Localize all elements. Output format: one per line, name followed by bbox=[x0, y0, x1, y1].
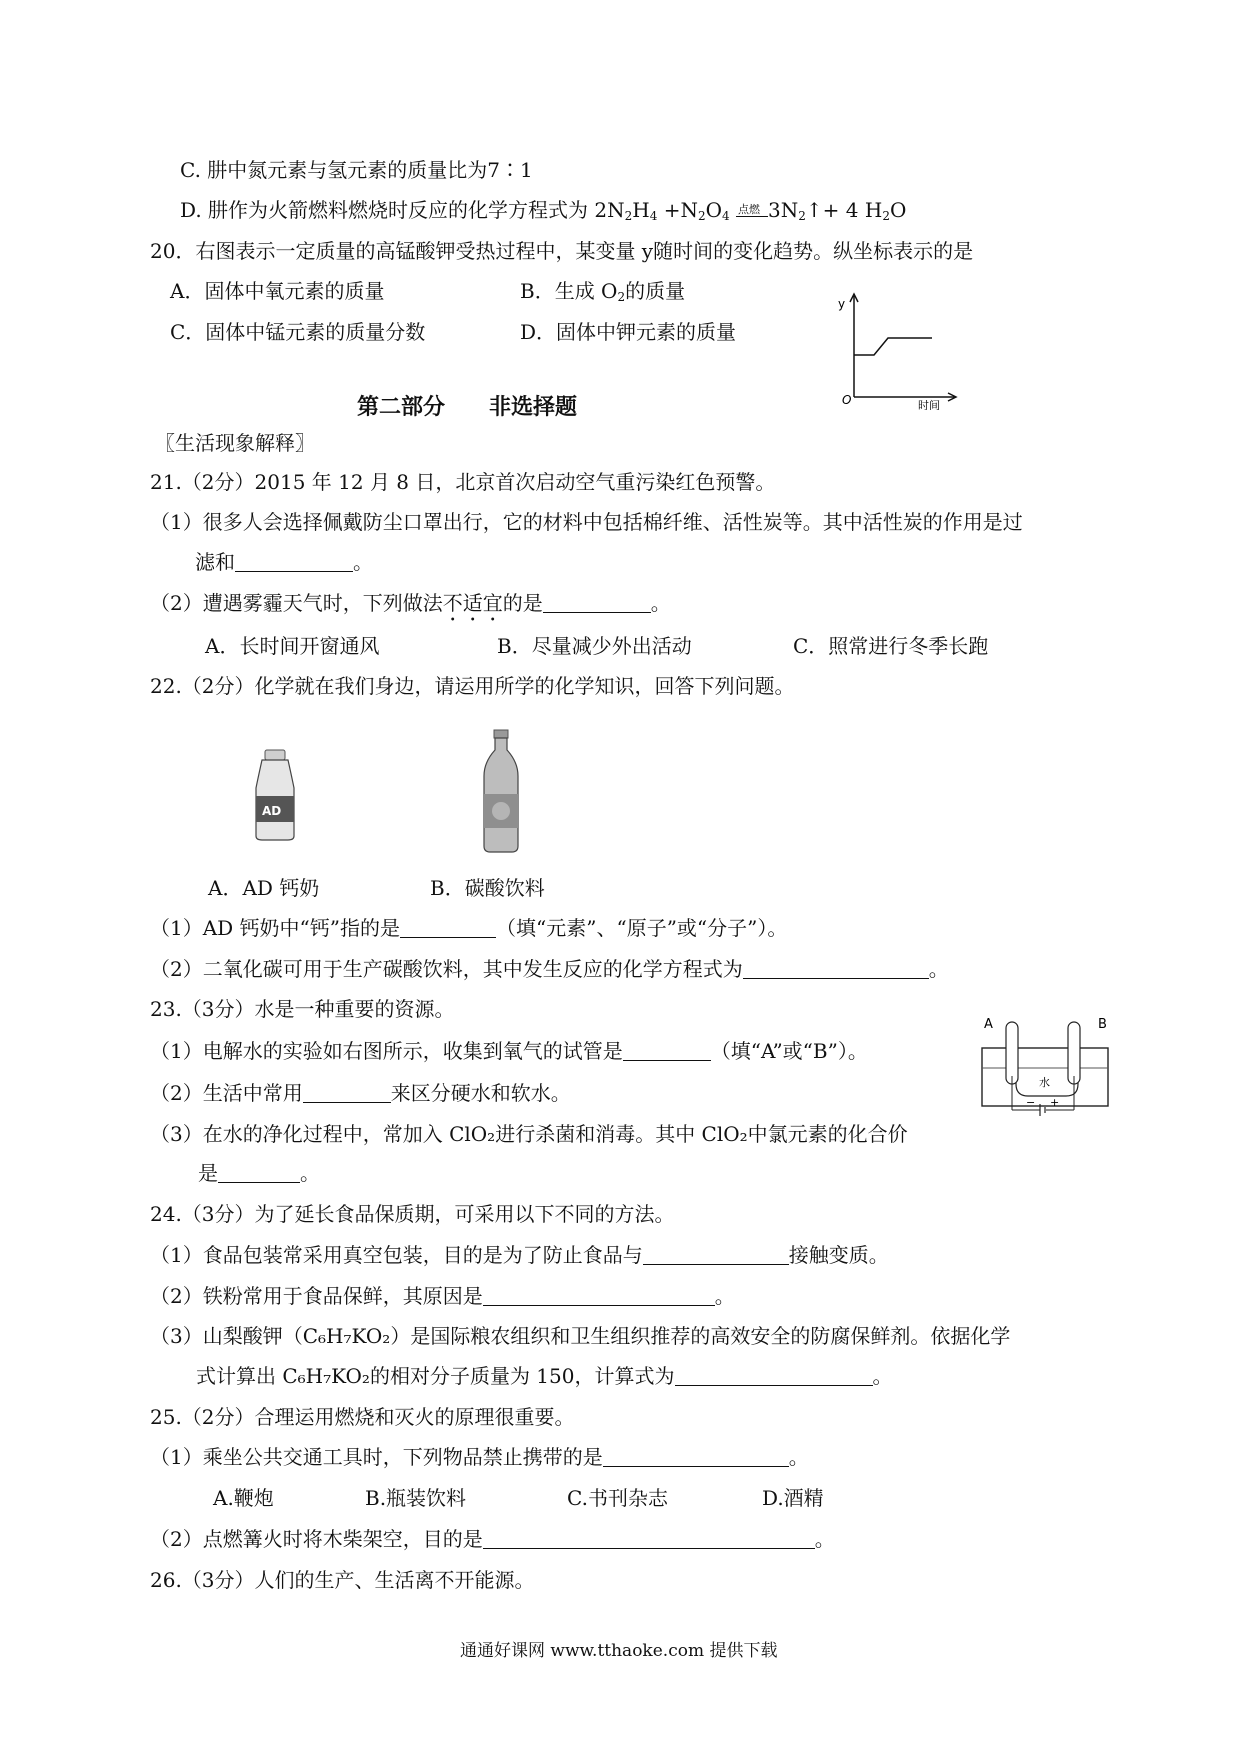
water-label: 水 bbox=[1039, 1076, 1050, 1089]
q24-answer-blank-2[interactable] bbox=[483, 1287, 715, 1306]
q23-part3-line2: 是 。 bbox=[198, 1161, 320, 1185]
q25-stem: 25.（2分）合理运用燃烧和灭火的原理很重要。 bbox=[150, 1405, 575, 1429]
electrolysis-diagram bbox=[978, 1006, 1118, 1124]
q23-part2: （2）生活中常用 来区分硬水和软水。 bbox=[150, 1081, 571, 1105]
q20-graph bbox=[830, 290, 960, 410]
q23-part1: （1）电解水的实验如右图所示，收集到氧气的试管是 （填“A”或“B”）。 bbox=[150, 1039, 868, 1063]
q20-graph-curve bbox=[854, 338, 932, 355]
q23-answer-blank-1[interactable] bbox=[623, 1042, 711, 1061]
q25-option-a: A.鞭炮 bbox=[213, 1486, 274, 1510]
q24-part3-line1: （3）山梨酸钾（C₆H₇KO₂）是国际粮农组织和卫生组织推荐的高效安全的防腐保鲜剂。依据化学 bbox=[150, 1324, 1011, 1348]
plus-sign: + bbox=[1050, 1096, 1060, 1109]
q22-stem: 22.（2分）化学就在我们身边，请运用所学的化学知识，回答下列问题。 bbox=[150, 674, 795, 698]
q25-option-b: B.瓶装饮料 bbox=[365, 1486, 467, 1510]
q23-part3-line1: （3）在水的净化过程中，常加入 ClO₂进行杀菌和消毒。其中 ClO₂中氯元素的化合价 bbox=[150, 1122, 908, 1146]
q20-option-b: B．生成 $O_2$的质量 bbox=[520, 279, 686, 304]
q21-part2: （2）遭遇雾霾天气时，下列做法不适宜的是 。 bbox=[150, 591, 671, 615]
q21-option-b: B．尽量减少外出活动 bbox=[497, 634, 692, 658]
bottle-b-image bbox=[478, 728, 524, 854]
q21-answer-blank-1[interactable] bbox=[235, 553, 353, 572]
bottle-a-text: AD bbox=[262, 804, 282, 818]
q26-stem: 26.（3分）人们的生产、生活离不开能源。 bbox=[150, 1568, 535, 1592]
q23-answer-blank-2[interactable] bbox=[303, 1084, 391, 1103]
q23-stem: 23.（3分）水是一种重要的资源。 bbox=[150, 997, 455, 1021]
q20-graph-x-label: 时间 bbox=[918, 399, 940, 410]
q19-option-c: C. 肼中氮元素与氢元素的质量比为7∶1 bbox=[180, 158, 533, 182]
q21-part1-line1: （1）很多人会选择佩戴防尘口罩出行，它的材料中包括棉纤维、活性炭等。其中活性炭的作用是过 bbox=[150, 510, 1023, 534]
q20-graph-origin: O bbox=[842, 393, 852, 407]
q22-part1: （1）AD 钙奶中“钙”指的是 （填“元素”、“原子”或“分子”）。 bbox=[150, 916, 788, 940]
q24-part2: （2）铁粉常用于食品保鲜，其原因是 。 bbox=[150, 1284, 735, 1308]
q24-answer-blank-3[interactable] bbox=[675, 1367, 873, 1386]
q25-option-d: D.酒精 bbox=[762, 1486, 824, 1510]
minus-sign: − bbox=[1026, 1096, 1036, 1109]
q22-answer-blank-2[interactable] bbox=[743, 960, 929, 979]
tube-a-label: A bbox=[984, 1017, 993, 1032]
q22-part2: （2）二氧化碳可用于生产碳酸饮料，其中发生反应的化学方程式为 。 bbox=[150, 957, 949, 981]
q25-answer-blank-1[interactable] bbox=[603, 1448, 789, 1467]
q19-option-d: D. 肼作为火箭燃料燃烧时反应的化学方程式为 $2N_2H_4 +N_2O_4$ 点燃 $3N_2↑+ 4$ $H_2O$ bbox=[180, 198, 907, 223]
q25-part2: （2）点燃篝火时将木柴架空，目的是 。 bbox=[150, 1527, 835, 1551]
q21-option-c: C．照常进行冬季长跑 bbox=[793, 634, 989, 658]
part2-title: 第二部分 非选择题 bbox=[357, 394, 578, 420]
q20-option-d: D．固体中钾元素的质量 bbox=[520, 320, 737, 344]
q21-part1-line2: 滤和 。 bbox=[195, 550, 373, 574]
bottle-a-image bbox=[250, 748, 300, 842]
q23-answer-blank-3[interactable] bbox=[218, 1164, 300, 1183]
tube-b-label: B bbox=[1098, 1017, 1107, 1032]
section-life-heading: 〖生活现象解释〗 bbox=[155, 431, 315, 455]
q20-stem: 20．右图表示一定质量的高锰酸钾受热过程中，某变量 y随时间的变化趋势。纵坐标表示的是 bbox=[150, 239, 974, 263]
q25-option-c: C.书刊杂志 bbox=[567, 1486, 668, 1510]
q25-answer-blank-2[interactable] bbox=[483, 1530, 815, 1549]
q20-option-a: A．固体中氧元素的质量 bbox=[170, 279, 385, 303]
q20-option-c: C．固体中锰元素的质量分数 bbox=[170, 320, 426, 344]
q21-option-a: A．长时间开窗通风 bbox=[205, 634, 380, 658]
q25-part1: （1）乘坐公共交通工具时，下列物品禁止携带的是 。 bbox=[150, 1445, 809, 1469]
q21-stem: 21.（2分）2015 年 12 月 8 日，北京首次启动空气重污染红色预警。 bbox=[150, 470, 776, 494]
q24-stem: 24.（3分）为了延长食品保质期，可采用以下不同的方法。 bbox=[150, 1202, 675, 1226]
q22-label-a: A．AD 钙奶 bbox=[208, 876, 320, 900]
page-footer: 通通好课网 www.tthaoke.com 提供下载 bbox=[460, 1641, 778, 1661]
q21-answer-blank-2[interactable] bbox=[543, 594, 651, 613]
q24-answer-blank-1[interactable] bbox=[643, 1246, 789, 1265]
q22-answer-blank-1[interactable] bbox=[400, 919, 496, 938]
q22-label-b: B．碳酸饮料 bbox=[430, 876, 545, 900]
q24-part3-line2: 式计算出 C₆H₇KO₂的相对分子质量为 150，计算式为 。 bbox=[196, 1364, 893, 1388]
emphasis-not-suitable: 不适宜 bbox=[442, 591, 503, 615]
q24-part1: （1）食品包装常采用真空包装，目的是为了防止食品与 接触变质。 bbox=[150, 1243, 889, 1267]
reaction-condition: 点燃 bbox=[738, 203, 761, 216]
q20-graph-y-label: y bbox=[838, 297, 846, 311]
